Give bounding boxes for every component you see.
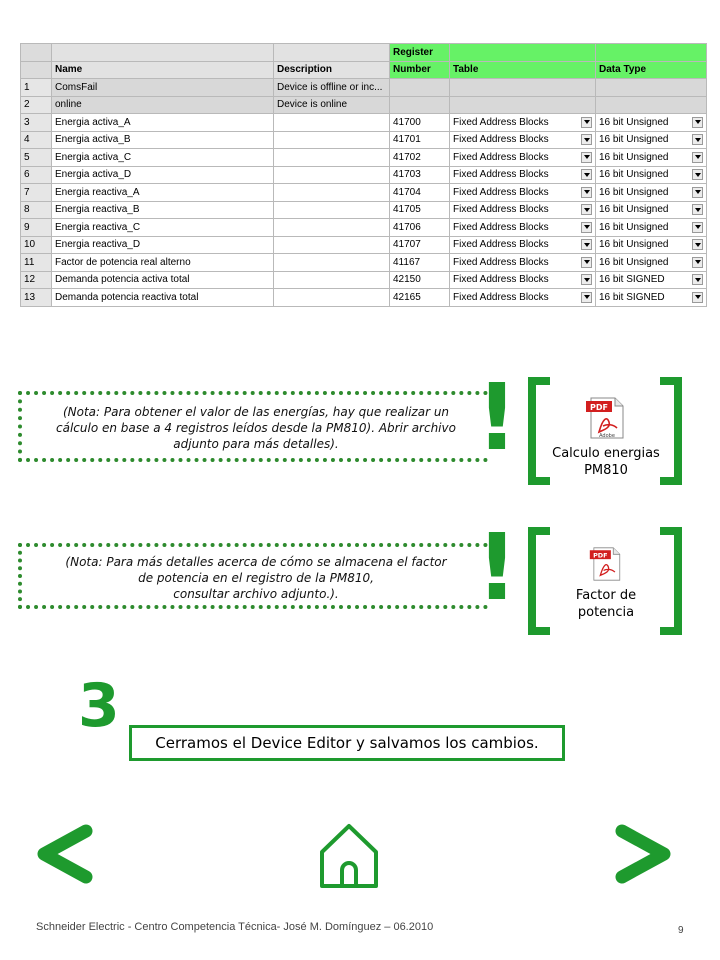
dropdown-value: Fixed Address Blocks — [453, 221, 549, 233]
table-dropdown[interactable] — [453, 222, 592, 233]
description-cell[interactable]: Device is online — [274, 96, 390, 114]
description-cell[interactable] — [274, 254, 390, 272]
register-number-cell[interactable]: 42150 — [390, 271, 450, 289]
description-cell[interactable]: Device is offline or inc... — [274, 79, 390, 97]
data-type-dropdown[interactable] — [599, 257, 703, 268]
warning-exclamation-icon: ! — [476, 514, 518, 621]
row-number-cell[interactable]: 12 — [21, 271, 52, 289]
row-number-cell[interactable]: 13 — [21, 289, 52, 307]
row-number-cell[interactable]: 5 — [21, 149, 52, 167]
dropdown-value: 16 bit Unsigned — [599, 239, 669, 251]
svg-text:PDF: PDF — [590, 403, 608, 412]
chevron-down-icon[interactable] — [581, 204, 592, 215]
name-cell[interactable]: Energia reactiva_B — [52, 201, 274, 219]
register-number-cell[interactable]: 41707 — [390, 236, 450, 254]
description-cell[interactable] — [274, 114, 390, 132]
description-cell[interactable] — [274, 184, 390, 202]
register-number-cell[interactable]: 41700 — [390, 114, 450, 132]
dropdown-value: Fixed Address Blocks — [453, 274, 549, 286]
attachment-label: Calculo energias — [552, 446, 660, 461]
chevron-down-icon[interactable] — [692, 117, 703, 128]
step-instruction — [129, 725, 565, 761]
register-number-cell[interactable]: 41167 — [390, 254, 450, 272]
note-2-line: (Nota: Para más detalles acerca de cómo se almacena el factor — [65, 555, 447, 569]
register-number-cell[interactable] — [390, 96, 450, 114]
register-number-cell[interactable]: 41705 — [390, 201, 450, 219]
register-group-header: Register — [390, 44, 450, 62]
dropdown-value: Fixed Address Blocks — [453, 291, 549, 303]
attachment-label: PM810 — [584, 463, 628, 478]
right-bracket-icon — [656, 527, 686, 635]
table-row[interactable] — [21, 289, 707, 307]
left-bracket-icon — [524, 527, 554, 635]
table-select-cell[interactable] — [450, 79, 596, 97]
table-dropdown[interactable] — [453, 274, 592, 285]
row-number-cell[interactable]: 2 — [21, 96, 52, 114]
name-cell[interactable]: ComsFail — [52, 79, 274, 97]
data-type-dropdown[interactable] — [599, 152, 703, 163]
column-header-name[interactable]: Name — [52, 61, 274, 79]
step-instruction-text: Cerramos el Device Editor y salvamos los cambios. — [155, 734, 539, 752]
data-type-dropdown[interactable] — [599, 274, 703, 285]
table-row[interactable] — [21, 271, 707, 289]
data-type-dropdown[interactable] — [599, 239, 703, 250]
name-cell[interactable]: Demanda potencia reactiva total — [52, 289, 274, 307]
description-cell[interactable] — [274, 271, 390, 289]
data-type-dropdown[interactable] — [599, 134, 703, 145]
dropdown-value: Fixed Address Blocks — [453, 134, 549, 146]
chevron-down-icon[interactable] — [692, 292, 703, 303]
warning-exclamation-icon: ! — [476, 364, 518, 471]
register-group-header-fill — [450, 44, 596, 62]
register-table — [20, 43, 707, 307]
dropdown-value: 16 bit Unsigned — [599, 256, 669, 268]
name-cell[interactable]: Demanda potencia activa total — [52, 271, 274, 289]
dropdown-value: Fixed Address Blocks — [453, 186, 549, 198]
data-type-select-cell[interactable] — [596, 219, 707, 237]
table-select-cell[interactable] — [450, 114, 596, 132]
header-spacer — [52, 44, 274, 62]
table-dropdown[interactable] — [453, 152, 592, 163]
dropdown-value: 16 bit Unsigned — [599, 204, 669, 216]
description-cell[interactable] — [274, 166, 390, 184]
data-type-select-cell[interactable] — [596, 289, 707, 307]
chevron-down-icon[interactable] — [692, 257, 703, 268]
table-select-cell[interactable] — [450, 236, 596, 254]
table-row[interactable] — [21, 219, 707, 237]
table-dropdown[interactable] — [453, 187, 592, 198]
dropdown-value: 16 bit SIGNED — [599, 291, 665, 303]
table-select-cell[interactable] — [450, 219, 596, 237]
note-2-line: consultar archivo adjunto.). — [173, 587, 339, 601]
table-row[interactable] — [21, 184, 707, 202]
name-cell[interactable]: Energia activa_C — [52, 149, 274, 167]
row-number-cell[interactable]: 4 — [21, 131, 52, 149]
chevron-left-icon[interactable] — [34, 823, 94, 885]
svg-text:PDF: PDF — [593, 551, 608, 560]
description-cell[interactable] — [274, 219, 390, 237]
name-cell[interactable]: Energia reactiva_A — [52, 184, 274, 202]
data-type-select-cell[interactable] — [596, 114, 707, 132]
chevron-down-icon[interactable] — [692, 152, 703, 163]
data-type-dropdown[interactable] — [599, 169, 703, 180]
row-number-cell[interactable]: 7 — [21, 184, 52, 202]
table-dropdown[interactable] — [453, 292, 592, 303]
description-cell[interactable] — [274, 289, 390, 307]
step-number: 3 — [78, 671, 120, 741]
pdf-icon — [589, 546, 623, 582]
table-row[interactable] — [21, 166, 707, 184]
chevron-down-icon[interactable] — [581, 222, 592, 233]
data-type-dropdown[interactable] — [599, 222, 703, 233]
note-1-line: (Nota: Para obtener el valor de las energías, hay que realizar un — [62, 405, 450, 419]
name-cell[interactable]: online — [52, 96, 274, 114]
table-dropdown[interactable] — [453, 204, 592, 215]
chevron-down-icon[interactable] — [692, 274, 703, 285]
attachment-label: potencia — [577, 605, 635, 620]
corner-cell — [21, 44, 52, 62]
dropdown-value: 16 bit Unsigned — [599, 169, 669, 181]
data-type-select-cell[interactable] — [596, 79, 707, 97]
data-type-select-cell[interactable] — [596, 184, 707, 202]
chevron-down-icon[interactable] — [692, 204, 703, 215]
table-row[interactable] — [21, 79, 707, 97]
table-select-cell[interactable] — [450, 131, 596, 149]
chevron-down-icon[interactable] — [581, 152, 592, 163]
name-cell[interactable]: Factor de potencia real alterno — [52, 254, 274, 272]
table-dropdown[interactable] — [453, 239, 592, 250]
pdf-icon — [585, 396, 627, 440]
register-group-header-fill — [596, 44, 707, 62]
register-number-cell[interactable]: 41701 — [390, 131, 450, 149]
data-type-dropdown[interactable] — [599, 204, 703, 215]
chevron-down-icon[interactable] — [581, 117, 592, 128]
row-number-cell[interactable]: 10 — [21, 236, 52, 254]
chevron-down-icon[interactable] — [581, 274, 592, 285]
name-cell[interactable]: Energia reactiva_D — [52, 236, 274, 254]
row-number-cell[interactable]: 3 — [21, 114, 52, 132]
chevron-down-icon[interactable] — [581, 257, 592, 268]
dropdown-value: 16 bit Unsigned — [599, 221, 669, 233]
dropdown-value: Fixed Address Blocks — [453, 256, 549, 268]
data-type-select-cell[interactable] — [596, 254, 707, 272]
note-1-line: cálculo en base a 4 registros leídos desde la PM810). Abrir archivo — [56, 421, 456, 435]
register-number-cell[interactable]: 41702 — [390, 149, 450, 167]
chevron-down-icon[interactable] — [692, 239, 703, 250]
corner-cell — [21, 61, 52, 79]
column-header-data-type[interactable]: Data Type — [596, 61, 707, 79]
register-number-cell[interactable] — [390, 79, 450, 97]
table-select-cell[interactable] — [450, 289, 596, 307]
data-type-select-cell[interactable] — [596, 201, 707, 219]
dropdown-value: Fixed Address Blocks — [453, 169, 549, 181]
note-2-text — [28, 554, 484, 602]
register-number-cell[interactable]: 41704 — [390, 184, 450, 202]
footer-credit: Schneider Electric - Centro Competencia Técnica- José M. Domínguez – 06.2010 — [36, 921, 434, 933]
row-number-cell[interactable]: 6 — [21, 166, 52, 184]
data-type-dropdown[interactable] — [599, 292, 703, 303]
table-row[interactable] — [21, 149, 707, 167]
table-select-cell[interactable] — [450, 201, 596, 219]
chevron-down-icon[interactable] — [581, 134, 592, 145]
register-number-cell[interactable]: 41706 — [390, 219, 450, 237]
column-header-description[interactable]: Description — [274, 61, 390, 79]
table-row[interactable] — [21, 201, 707, 219]
svg-text:Adobe: Adobe — [599, 433, 615, 439]
dropdown-value: Fixed Address Blocks — [453, 151, 549, 163]
page-number: 9 — [678, 925, 684, 936]
chevron-down-icon[interactable] — [692, 222, 703, 233]
table-row[interactable] — [21, 96, 707, 114]
table-dropdown[interactable] — [453, 117, 592, 128]
table-row[interactable] — [21, 254, 707, 272]
column-header-row — [21, 61, 707, 79]
dropdown-value: Fixed Address Blocks — [453, 239, 549, 251]
note-1-text — [28, 404, 484, 452]
attachment-label: Factor de — [575, 588, 637, 603]
attachment-calculo-energias[interactable] — [550, 396, 662, 479]
table-select-cell[interactable] — [450, 149, 596, 167]
name-cell[interactable]: Energia activa_A — [52, 114, 274, 132]
row-number-cell[interactable]: 8 — [21, 201, 52, 219]
description-cell[interactable] — [274, 201, 390, 219]
chevron-down-icon[interactable] — [581, 169, 592, 180]
table-select-cell[interactable] — [450, 271, 596, 289]
home-icon[interactable] — [316, 820, 382, 890]
table-select-cell[interactable] — [450, 166, 596, 184]
data-type-select-cell[interactable] — [596, 131, 707, 149]
description-cell[interactable] — [274, 131, 390, 149]
description-cell[interactable] — [274, 149, 390, 167]
description-cell[interactable] — [274, 236, 390, 254]
data-type-select-cell[interactable] — [596, 236, 707, 254]
register-number-cell[interactable]: 42165 — [390, 289, 450, 307]
data-type-select-cell[interactable] — [596, 271, 707, 289]
group-header-row — [21, 44, 707, 62]
name-cell[interactable]: Energia activa_B — [52, 131, 274, 149]
column-header-table[interactable]: Table — [450, 61, 596, 79]
dropdown-value: Fixed Address Blocks — [453, 116, 549, 128]
data-type-dropdown[interactable] — [599, 117, 703, 128]
chevron-right-icon[interactable] — [614, 823, 674, 885]
data-type-dropdown[interactable] — [599, 187, 703, 198]
row-number-cell[interactable]: 9 — [21, 219, 52, 237]
note-2-line: de potencia en el registro de la PM810, — [138, 571, 374, 585]
table-dropdown[interactable] — [453, 134, 592, 145]
chevron-down-icon[interactable] — [692, 187, 703, 198]
column-header-number[interactable]: Number — [390, 61, 450, 79]
attachment-factor-potencia[interactable] — [556, 546, 656, 621]
chevron-down-icon[interactable] — [581, 187, 592, 198]
table-dropdown[interactable] — [453, 257, 592, 268]
data-type-select-cell[interactable] — [596, 166, 707, 184]
dropdown-value: 16 bit Unsigned — [599, 134, 669, 146]
name-cell[interactable]: Energia activa_D — [52, 166, 274, 184]
note-1-line: adjunto para más detalles). — [173, 437, 339, 451]
table-select-cell[interactable] — [450, 254, 596, 272]
data-type-select-cell[interactable] — [596, 149, 707, 167]
register-number-cell[interactable]: 41703 — [390, 166, 450, 184]
chevron-down-icon[interactable] — [692, 134, 703, 145]
dropdown-value: 16 bit Unsigned — [599, 116, 669, 128]
table-row[interactable] — [21, 236, 707, 254]
chevron-down-icon[interactable] — [581, 292, 592, 303]
table-row[interactable] — [21, 114, 707, 132]
row-number-cell[interactable]: 1 — [21, 79, 52, 97]
dropdown-value: 16 bit SIGNED — [599, 274, 665, 286]
name-cell[interactable]: Energia reactiva_C — [52, 219, 274, 237]
table-select-cell[interactable] — [450, 96, 596, 114]
dropdown-value: 16 bit Unsigned — [599, 151, 669, 163]
table-row[interactable] — [21, 131, 707, 149]
row-number-cell[interactable]: 11 — [21, 254, 52, 272]
header-spacer — [274, 44, 390, 62]
table-select-cell[interactable] — [450, 184, 596, 202]
chevron-down-icon[interactable] — [692, 169, 703, 180]
dropdown-value: Fixed Address Blocks — [453, 204, 549, 216]
table-dropdown[interactable] — [453, 169, 592, 180]
chevron-down-icon[interactable] — [581, 239, 592, 250]
data-type-select-cell[interactable] — [596, 96, 707, 114]
dropdown-value: 16 bit Unsigned — [599, 186, 669, 198]
